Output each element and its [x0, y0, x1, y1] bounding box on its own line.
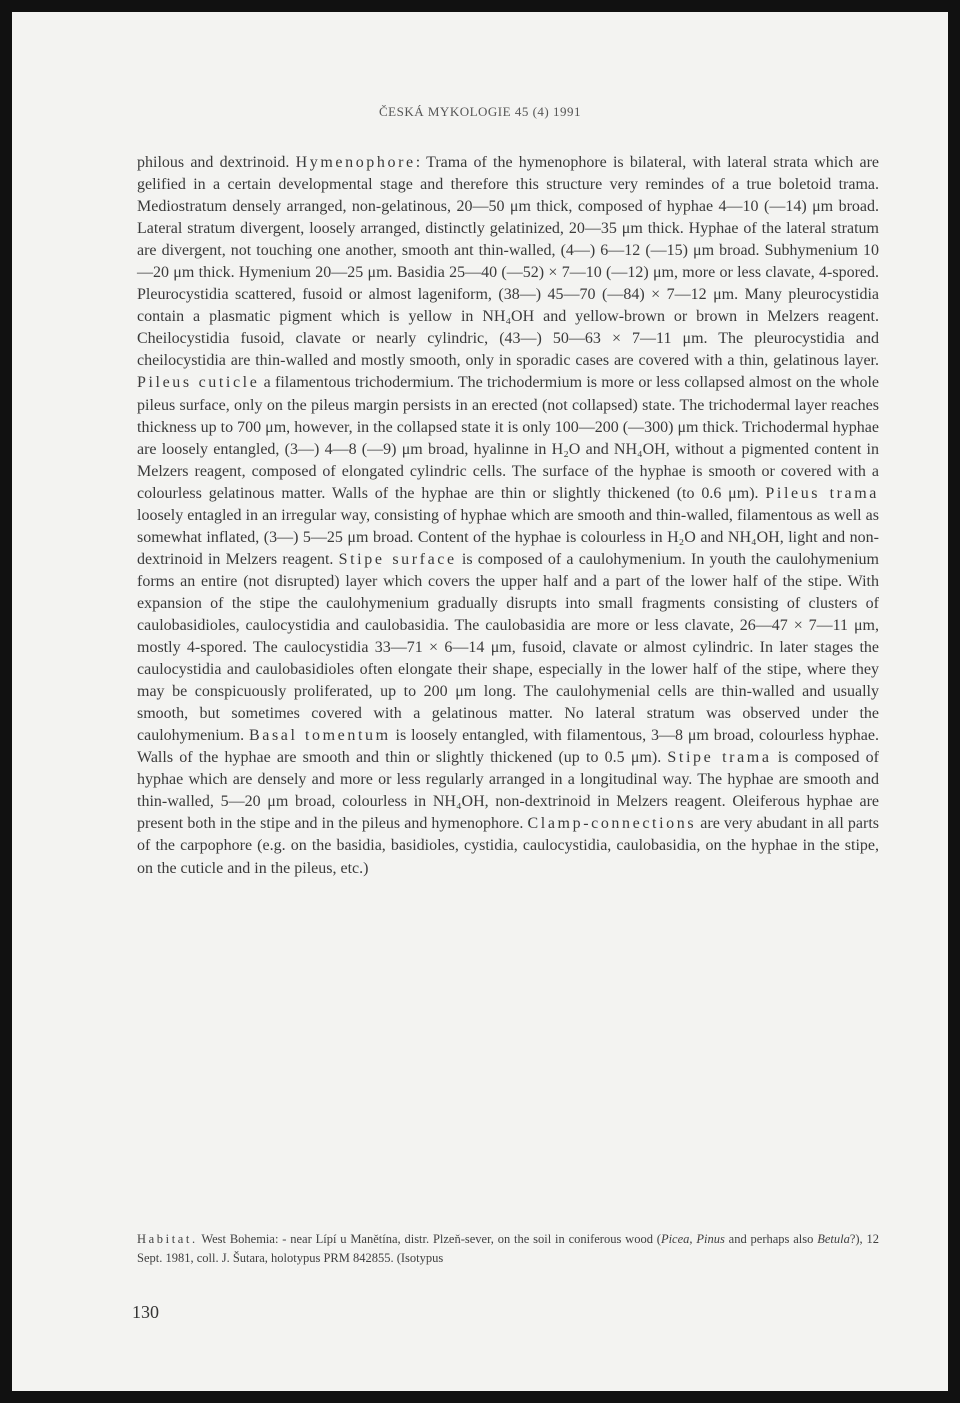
- habitat-taxa-italic: Picea, Pinus: [660, 1232, 725, 1246]
- heading-stipe-trama: Stipe trama: [667, 749, 772, 767]
- heading-hymenophore: Hymenophore: [295, 154, 416, 171]
- body-segment: a filamentous trichodermium. The trichodermium is more or less collapsed almost on the whole pileus surface, only on the pileus margin persists in an erected (not collapsed) state. The trichodermal layer reaches thickness up to 700 μm, however, in the collapsed state it is only 100—200 (—300) μm thick. Trichodermal hyphae are loosely entangled, (3—) 4—8 (—9) μm broad, hyalinne in H₂O and NH₄OH, without a pigmented content in Melzers reagent, composed of elongated cylindric cells. The surface of the hyphae is smooth or covered with a colourless gelatinous matter. Walls of the hyphae are thin or slightly thickened (to 0.6 μm).: [137, 374, 879, 502]
- page-number: 130: [132, 1302, 159, 1322]
- habitat-label: Habitat.: [137, 1232, 198, 1246]
- body-segment: philous and dextrinoid.: [137, 154, 296, 171]
- heading-basal-tomentum: Basal tomentum: [248, 727, 391, 745]
- body-segment: is loosely entangled, with filamentous, 3—8 μm broad, colourless hyphae. Walls of the hyphae are smooth and thin or slightly thickened (up to 0.5 μm).: [137, 727, 879, 767]
- heading-stipe-surface: Stipe surface: [338, 550, 457, 568]
- body-segment: is composed of a caulohymenium. In youth the caulohymenium forms an entire (not disrupted) layer which covers the upper half and a part of the lower half of the stipe. With expansion of the stipe the caulohymenium gradually disrupts into small fragments consisting of clusters of caulobasidioles, caulocystidia and caulobasidia. The caulobasidia are more or less clavate, 26—47 × 7—11 μm, mostly 4-spored. The caulocystidia 33—71 × 6—14 μm, fusoid, clavate or almost cylindric. In later stages the caulocystidia and caulobasidioles often elongate their shape, especially in the lower half of the stipe, where they may be conspicuously proliferated, up to 200 μm long. The caulohymenial cells are thin-walled and usually smooth, but sometimes covered with a gelatinous matter. No lateral stratum was observed under the caulohymenium.: [137, 550, 879, 745]
- heading-pileus-cuticle: Pileus cuticle: [137, 374, 260, 392]
- body-segment: : Trama of the hymenophore is bilateral, with lateral strata which are gelified in a certain developmental stage and therefore this structure very remindes of a true boletoid trama. Mediostratum densely arranged, non-gelatinous, 20—50 μm thick, composed of hyphae 4—10 (—14) μm broad. Lateral stratum divergent, loosely arranged, distinctly gelatinized, 20—35 μm thick. Hyphae of the lateral stratum are divergent, not touching one another, smooth ant thin-walled, (4—) 6—12 (—15) μm broad. Subhymenium 10—20 μm thick. Hymenium 20—25 μm. Basidia 25—40 (—52) × 7—10 (—12) μm, more or less clavate, 4-spored. Pleurocystidia scattered, fusoid or almost lageniform, (38—) 45—70 (—84) × 7—12 μm. Many pleurocystidia contain a plasmatic pigment which is yellow in NH₄OH and yellow-brown or brown in Melzers reagent. Cheilocystidia fusoid, clavate or nearly cylindric, (43—) 50—63 × 7—11 μm. The pleurocystidia and cheilocystidia are thin-walled and mostly smooth, only in sporadic cases are covered with a thin, gelatinous layer.: [137, 154, 879, 370]
- habitat-taxon-italic: Betula: [817, 1232, 850, 1246]
- habitat-paragraph: [137, 1230, 879, 1267]
- habitat-segment: West Bohemia: - near Lípí u Manětína, distr. Plzeň-sever, on the soil in coniferous wood (: [197, 1232, 661, 1246]
- heading-pileus-trama: Pileus trama: [765, 484, 880, 502]
- journal-page: [12, 12, 948, 1391]
- body-segment: is composed of hyphae which are densely and more or less regularly arranged in a longitudinal way. The hyphae are smooth and thin-walled, 5—20 μm broad, colourless in NH₄OH, non-dextrinoid in Melzers reagent. Oleiferous hyphae are present both in the stipe and in the pileus and hymenophore.: [137, 749, 880, 833]
- body-segment: loosely entagled in an irregular way, consisting of hyphae which are smooth and thin-walled, filamentous as well as somewhat inflated, (3—) 5—25 μm broad. Content of the hyphae is colourless in H₂O and NH₄OH, light and non-dextrinoid in Melzers reagent.: [137, 506, 879, 568]
- body-text: [137, 152, 879, 880]
- running-header: ČESKÁ MYKOLOGIE 45 (4) 1991: [379, 104, 581, 119]
- body-segment: are very abudant in all parts of the carpophore (e.g. on the basidia, basidioles, cystidia, caulocystidia, caulobasidia, on the hyphae in the stipe, on the cuticle and in the pileus, etc.): [137, 815, 879, 877]
- heading-clamp-connections: Clamp-connections: [527, 815, 697, 833]
- habitat-segment: ?), 12 Sept. 1981, coll. J. Šutara, holotypus PRM 842855. (Isotypus: [137, 1232, 880, 1265]
- habitat-segment: and perhaps also: [724, 1232, 818, 1246]
